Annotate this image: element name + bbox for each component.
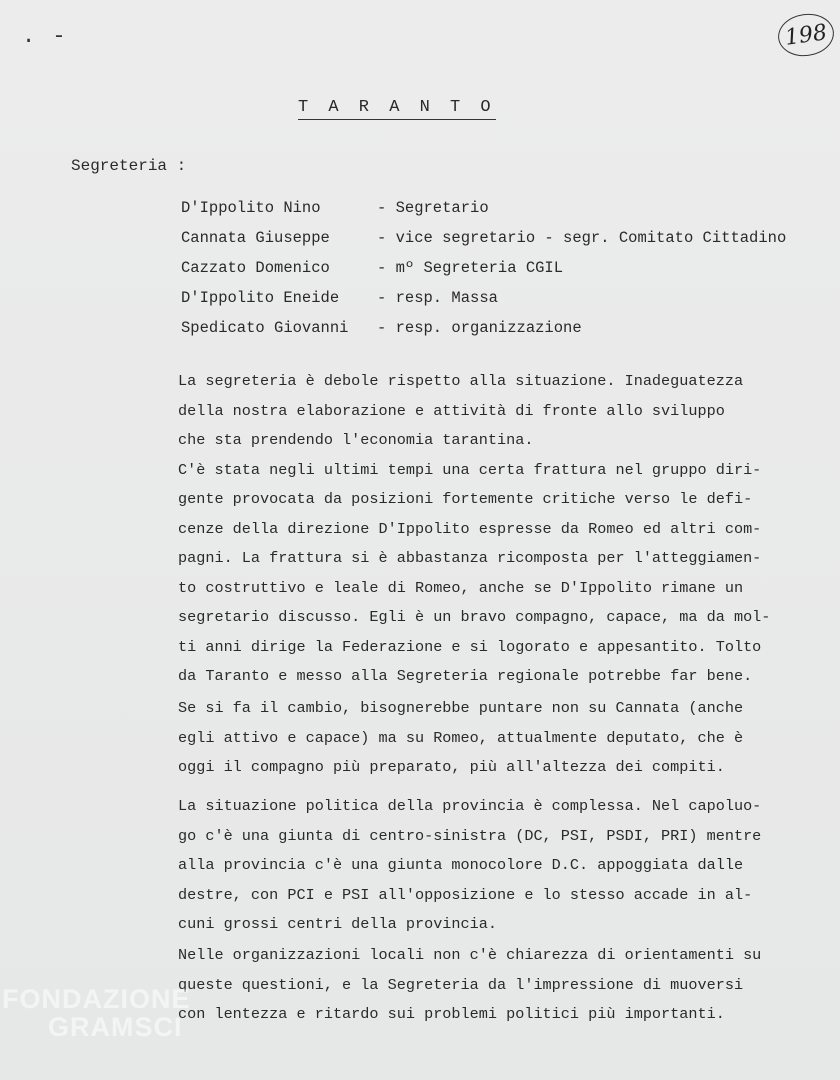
paragraph-political-situation: La situazione politica della provincia è complessa. Nel capoluo- go c'è una giunta di centro-sinistra (DC, PSI, PSDI, PRI) mentre alla provincia c'è una giunta monocolore D.C. appoggiata dalle destre, con PCI e PSI all'opposizione e lo stesso accade in al- cuni grossi centri della provincia.	[178, 797, 762, 933]
member-role: - Segretario	[377, 199, 489, 217]
member-row	[181, 313, 786, 343]
member-role: - mº Segreteria CGIL	[377, 259, 564, 277]
member-name: Cannata Giuseppe	[181, 229, 330, 247]
watermark-line-1: FONDAZIONE	[2, 984, 191, 1014]
member-row	[181, 223, 786, 253]
member-name: Spedicato Giovanni	[181, 319, 349, 337]
paragraph-succession: Se si fa il cambio, bisognerebbe puntare non su Cannata (anche egli attivo e capace) ma su Romeo, attualmente deputato, che è oggi il compagno più preparato, più all'altezza dei compiti.	[178, 699, 744, 776]
member-name: D'Ippolito Nino	[181, 199, 321, 217]
member-row	[181, 283, 786, 313]
member-name: Cazzato Domenico	[181, 259, 330, 277]
member-role: - vice segretario - segr. Comitato Cittadino	[377, 229, 787, 247]
paragraph-local-organizations: Nelle organizzazioni locali non c'è chiarezza di orientamenti su queste questioni, e la Segreteria da l'impressione di muoversi con lentezza e ritardo sui problemi politici più importanti.	[178, 946, 762, 1023]
member-name: D'Ippolito Eneide	[181, 289, 340, 307]
member-row	[181, 253, 786, 283]
page-number-stamp: 198	[775, 10, 836, 59]
member-role: - resp. Massa	[377, 289, 498, 307]
watermark-line-2: GRAMSCI	[48, 1012, 183, 1042]
foundation-watermark	[2, 985, 191, 1041]
member-role: - resp. organizzazione	[377, 319, 582, 337]
corner-mark: . -	[22, 24, 68, 49]
document-title: T A R A N T O	[298, 98, 496, 120]
paragraph-segreteria-assessment: La segreteria è debole rispetto alla situazione. Inadeguatezza della nostra elaborazione e attività di fronte allo sviluppo che sta prendendo l'economia tarantina. C'è stata negli ultimi tempi una certa frattura nel gruppo diri- gente provocata da posizioni fortemente critiche verso le defi- cenze della direzione D'Ippolito espresse da Romeo ed altri com- pagni. La frattura si è abbastanza ricomposta per l'atteggiamen- to costruttivo e leale di Romeo, anche se D'Ippolito rimane un segretario discusso. Egli è un bravo compagno, capace, ma da mol- ti anni dirige la Federazione e si logorato e appesantito. Tolto da Taranto e messo alla Segreteria regionale potrebbe far bene.	[178, 372, 771, 685]
member-row	[181, 193, 786, 223]
members-list	[181, 193, 786, 343]
section-label: Segreteria :	[71, 157, 187, 175]
